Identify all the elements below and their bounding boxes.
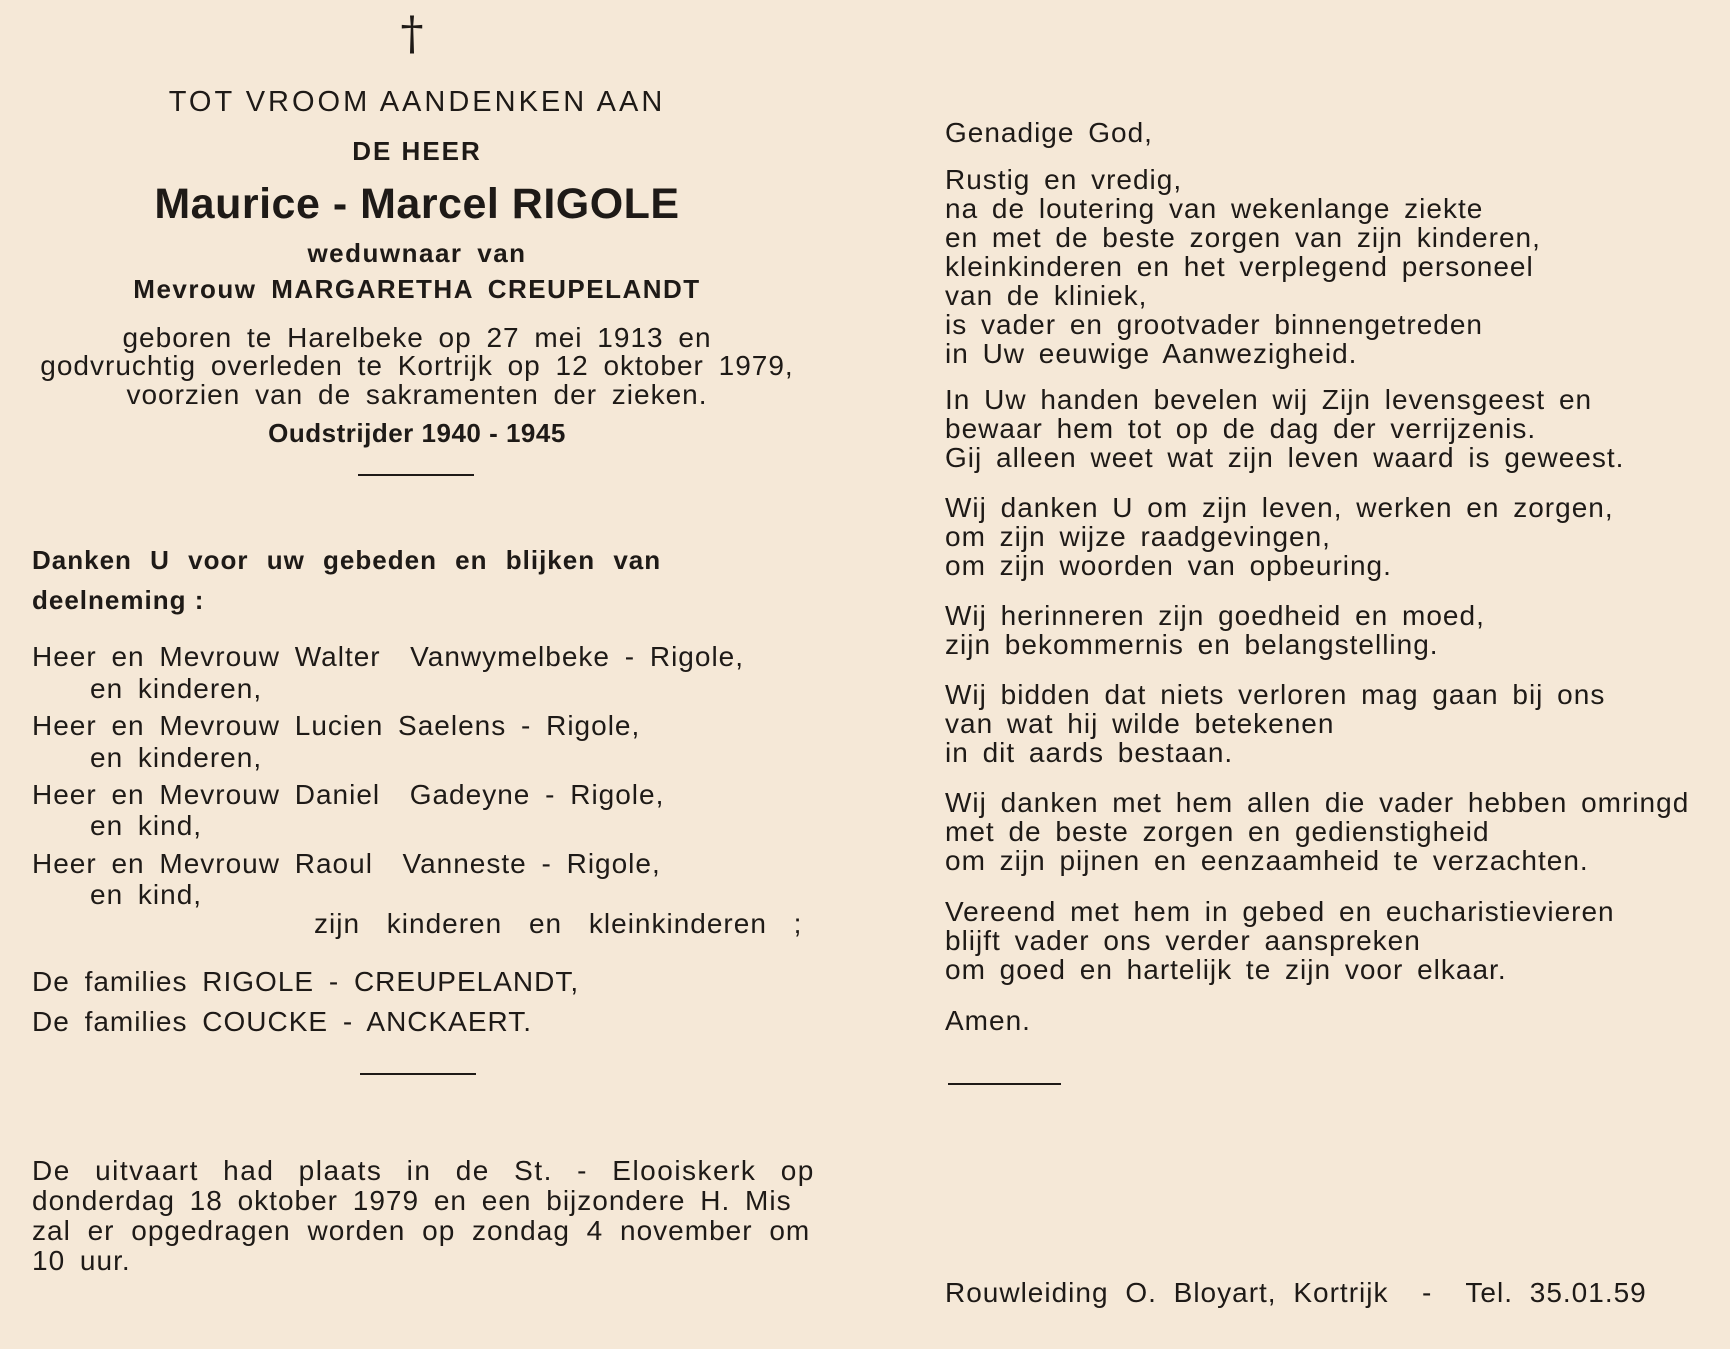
prayer-line: Gij alleen weet wat zijn leven waard is geweest. — [945, 442, 1625, 473]
veteran-label: Oudstrijder 1940 - 1945 — [268, 418, 566, 448]
prayer-line: Wij danken U om zijn leven, werken en zorgen, — [945, 492, 1614, 523]
divider — [948, 1083, 1061, 1085]
prayer-line: in dit aards bestaan. — [945, 737, 1234, 768]
family-line: Heer en Mevrouw Daniel Gadeyne - Rigole, — [32, 779, 665, 810]
undertaker-line: Rouwleiding O. Bloyart, Kortrijk - Tel. 35.01.59 — [945, 1277, 1647, 1308]
divider — [358, 474, 474, 476]
prayer-line: Wij bidden dat niets verloren mag gaan bij ons — [945, 679, 1606, 710]
prayer-line: In Uw handen bevelen wij Zijn levensgeest en — [945, 384, 1593, 415]
thanks-line: deelneming : — [32, 585, 205, 615]
family-line: Heer en Mevrouw Raoul Vanneste - Rigole, — [32, 848, 661, 879]
spouse-name: Mevrouw MARGARETHA CREUPELANDT — [133, 274, 701, 304]
prayer-line: na de loutering van wekenlange ziekte — [945, 193, 1484, 224]
funeral-line: donderdag 18 oktober 1979 en een bijzondere H. Mis — [32, 1185, 792, 1216]
widower-of: weduwnaar van — [307, 238, 527, 268]
prayer-line: Rustig en vredig, — [945, 164, 1183, 195]
family-line: Heer en Mevrouw Walter Vanwymelbeke - Rigole, — [32, 641, 745, 672]
prayer-line: is vader en grootvader binnengetreden — [945, 309, 1484, 340]
prayer-line: blijft vader ons verder aanspreken — [945, 925, 1421, 956]
family-line: Heer en Mevrouw Lucien Saelens - Rigole, — [32, 710, 641, 741]
funeral-line: zal er opgedragen worden op zondag 4 november om — [32, 1215, 811, 1246]
prayer-line: in Uw eeuwige Aanwezigheid. — [945, 338, 1358, 369]
prayer-line: zijn bekommernis en belangstelling. — [945, 629, 1439, 660]
prayer-line: Genadige God, — [945, 117, 1153, 148]
prayer-line: van de kliniek, — [945, 280, 1148, 311]
prayer-line: Vereend met hem in gebed en eucharistievieren — [945, 896, 1615, 927]
prayer-line: om zijn wijze raadgevingen, — [945, 521, 1331, 552]
prayer-line: om zijn pijnen en eenzaamheid te verzachten. — [945, 845, 1589, 876]
funeral-line: De uitvaart had plaats in de St. - Elooiskerk op — [32, 1155, 815, 1186]
funeral-line: 10 uur. — [32, 1245, 131, 1276]
prayer-line: Wij danken met hem allen die vader hebben omringd — [945, 787, 1690, 818]
family-name-line: De families COUCKE - ANCKAERT. — [32, 1006, 533, 1037]
prayer-line: kleinkinderen en het verplegend personeel — [945, 251, 1534, 282]
cross-icon: † — [400, 6, 424, 60]
thanks-line: Danken U voor uw gebeden en blijken van — [32, 545, 662, 575]
family-line: en kinderen, — [90, 742, 263, 773]
honorific: DE HEER — [352, 136, 482, 166]
deceased-name: Maurice - Marcel RIGOLE — [154, 180, 680, 228]
prayer-line: met de beste zorgen en gedienstigheid — [945, 816, 1490, 847]
children-summary: zijn kinderen en kleinkinderen ; — [314, 908, 803, 939]
bio-line: godvruchtig overleden te Kortrijk op 12 oktober 1979, — [40, 350, 794, 381]
memorial-heading: TOT VROOM AANDENKEN AAN — [168, 86, 666, 118]
prayer-line: Wij herinneren zijn goedheid en moed, — [945, 600, 1485, 631]
bio-line: geboren te Harelbeke op 27 mei 1913 en — [122, 322, 712, 353]
family-line: en kind, — [90, 879, 203, 910]
prayer-line: om zijn woorden van opbeuring. — [945, 550, 1392, 581]
family-line: en kind, — [90, 810, 203, 841]
prayer-line: om goed en hartelijk te zijn voor elkaar. — [945, 954, 1507, 985]
family-line: en kinderen, — [90, 673, 263, 704]
divider — [360, 1073, 476, 1075]
bio-line: voorzien van de sakramenten der zieken. — [126, 379, 708, 410]
family-name-line: De families RIGOLE - CREUPELANDT, — [32, 966, 580, 997]
prayer-line: en met de beste zorgen van zijn kinderen, — [945, 222, 1541, 253]
prayer-amen: Amen. — [945, 1005, 1031, 1036]
prayer-line: bewaar hem tot op de dag der verrijzenis. — [945, 413, 1537, 444]
prayer-line: van wat hij wilde betekenen — [945, 708, 1335, 739]
